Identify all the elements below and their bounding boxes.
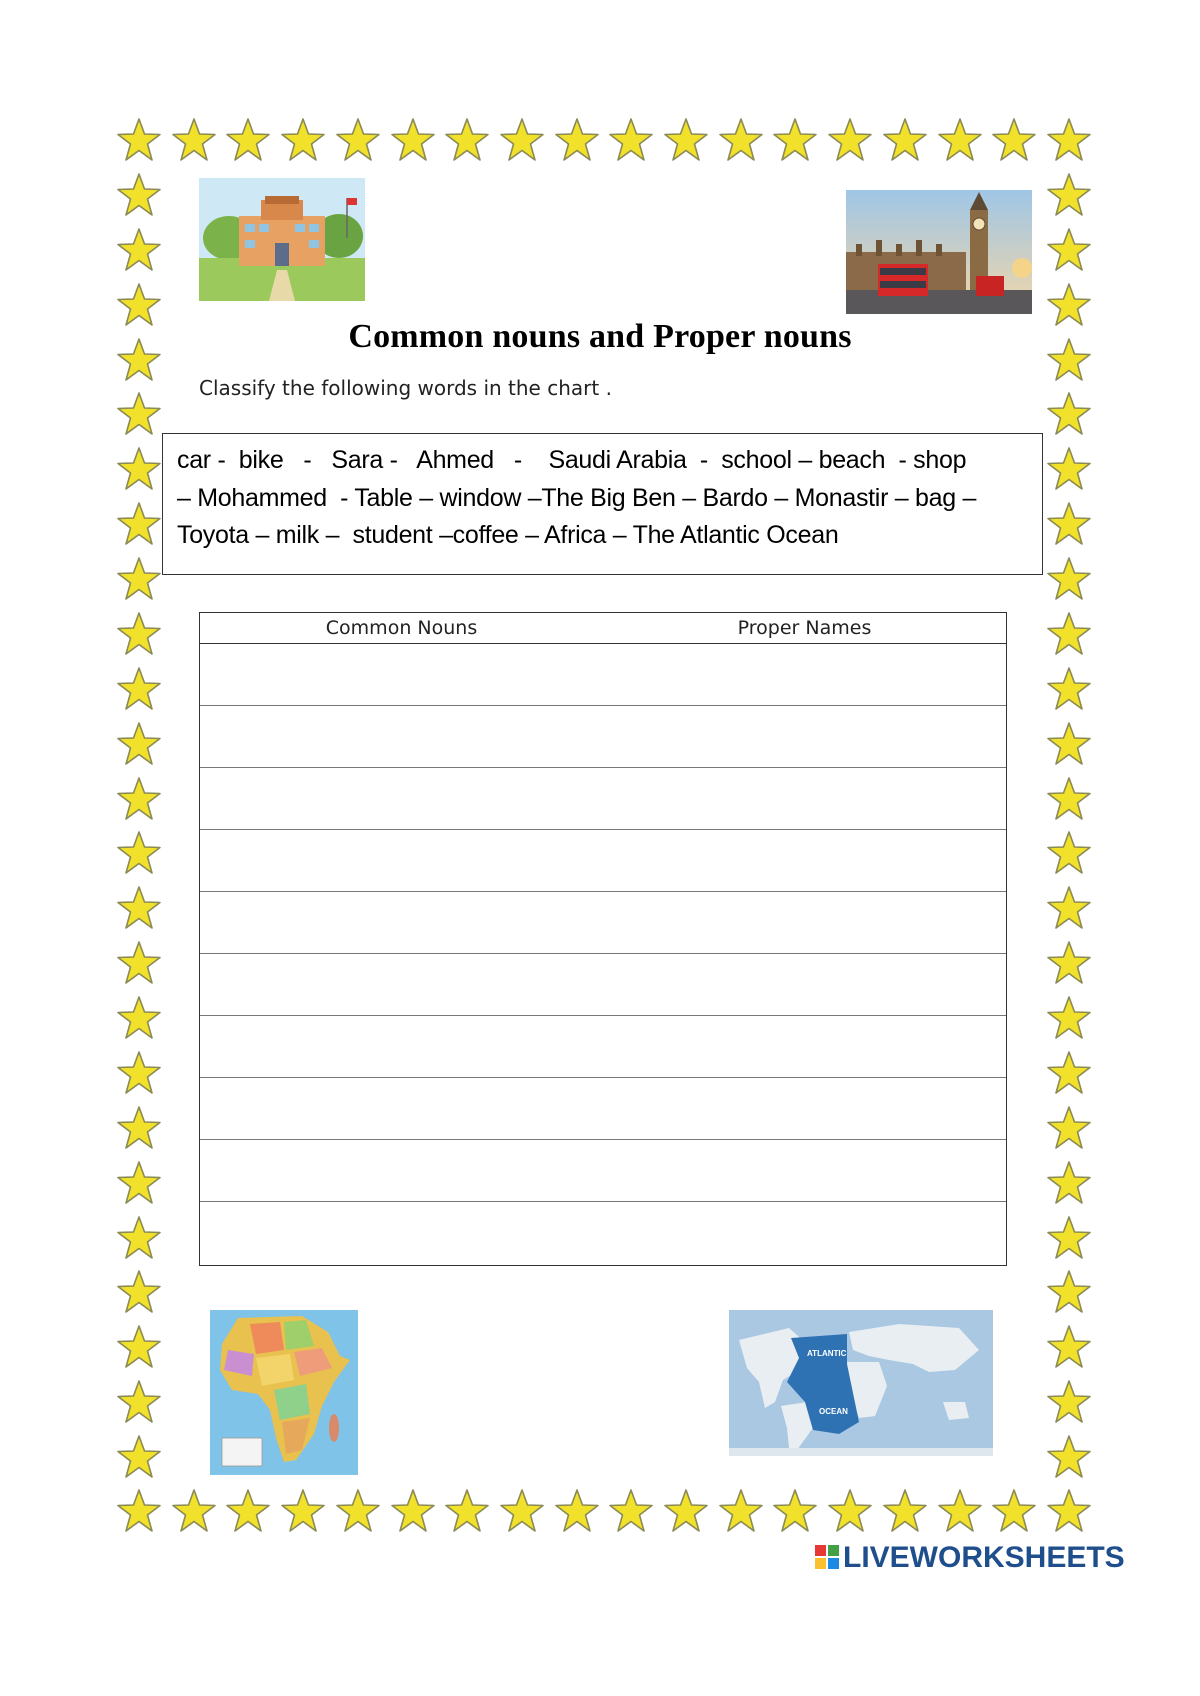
star-icon	[335, 117, 381, 163]
star-icon	[1046, 1160, 1092, 1206]
worksheet-title: Common nouns and Proper nouns	[348, 318, 852, 355]
chart-row[interactable]	[200, 830, 1006, 892]
star-icon	[1046, 830, 1092, 876]
star-icon	[116, 117, 162, 163]
star-icon	[171, 1488, 217, 1534]
liveworksheets-logo	[815, 1537, 1125, 1579]
star-icon	[1046, 940, 1092, 986]
star-icon	[1046, 117, 1092, 163]
star-icon	[171, 117, 217, 163]
star-icon	[116, 776, 162, 822]
star-icon	[1046, 556, 1092, 602]
star-icon	[116, 1215, 162, 1261]
word-bank-line: car - bike - Sara - Ahmed - Saudi Arabia - school – beach - shop	[177, 446, 967, 474]
star-icon	[663, 117, 709, 163]
word-bank-box	[162, 433, 1043, 575]
school-image	[199, 178, 365, 301]
star-icon	[444, 1488, 490, 1534]
star-icon	[499, 117, 545, 163]
star-icon	[1046, 1324, 1092, 1370]
chart-row[interactable]	[200, 954, 1006, 1016]
word-bank-line: Toyota – milk – student –coffee – Africa – The Atlantic Ocean	[177, 521, 839, 549]
star-icon	[116, 1269, 162, 1315]
star-icon	[1046, 501, 1092, 547]
big-ben-image	[846, 190, 1032, 314]
chart-row[interactable]	[200, 706, 1006, 768]
ocean-label: OCEAN	[819, 1407, 848, 1416]
chart-row[interactable]	[200, 1140, 1006, 1202]
star-icon	[280, 1488, 326, 1534]
star-icon	[444, 117, 490, 163]
star-icon	[116, 556, 162, 602]
liveworksheets-mark-icon	[815, 1545, 841, 1571]
star-icon	[116, 1379, 162, 1425]
star-icon	[390, 117, 436, 163]
chart-row[interactable]	[200, 644, 1006, 706]
star-icon	[116, 1160, 162, 1206]
star-icon	[280, 117, 326, 163]
star-icon	[1046, 1488, 1092, 1534]
liveworksheets-wordmark: LIVEWORKSHEETS	[843, 1541, 1125, 1574]
star-icon	[116, 940, 162, 986]
star-icon	[1046, 1269, 1092, 1315]
star-icon	[1046, 227, 1092, 273]
star-icon	[116, 1488, 162, 1534]
star-icon	[554, 1488, 600, 1534]
star-icon	[1046, 446, 1092, 492]
star-icon	[116, 1434, 162, 1480]
word-bank-line: – Mohammed - Table – window –The Big Ben – Bardo – Monastir – bag –	[177, 483, 977, 512]
star-icon	[116, 830, 162, 876]
star-icon	[116, 501, 162, 547]
star-icon	[1046, 1215, 1092, 1261]
atlantic-label: ATLANTIC	[807, 1349, 847, 1358]
chart-header	[200, 613, 1006, 644]
star-icon	[882, 1488, 928, 1534]
atlantic-map-image	[729, 1310, 993, 1456]
star-icon	[554, 117, 600, 163]
star-icon	[937, 117, 983, 163]
classification-chart	[199, 612, 1007, 1266]
star-icon	[1046, 1379, 1092, 1425]
star-icon	[116, 995, 162, 1041]
star-icon	[882, 117, 928, 163]
star-icon	[1046, 885, 1092, 931]
star-icon	[1046, 666, 1092, 712]
star-icon	[772, 1488, 818, 1534]
chart-row[interactable]	[200, 1078, 1006, 1140]
star-icon	[116, 391, 162, 437]
chart-row[interactable]	[200, 768, 1006, 830]
star-icon	[499, 1488, 545, 1534]
star-icon	[937, 1488, 983, 1534]
star-icon	[116, 611, 162, 657]
star-icon	[718, 1488, 764, 1534]
africa-map-image	[210, 1310, 358, 1475]
star-icon	[608, 1488, 654, 1534]
star-icon	[608, 117, 654, 163]
star-icon	[1046, 391, 1092, 437]
star-icon	[1046, 776, 1092, 822]
star-icon	[116, 1324, 162, 1370]
star-icon	[1046, 1434, 1092, 1480]
star-icon	[772, 117, 818, 163]
header-proper-names: Proper Names	[737, 617, 872, 639]
star-icon	[225, 117, 271, 163]
star-icon	[1046, 1050, 1092, 1096]
star-icon	[116, 1050, 162, 1096]
star-icon	[1046, 995, 1092, 1041]
star-icon	[116, 446, 162, 492]
star-icon	[1046, 172, 1092, 218]
star-icon	[390, 1488, 436, 1534]
star-icon	[827, 117, 873, 163]
chart-row[interactable]	[200, 1016, 1006, 1078]
star-icon	[663, 1488, 709, 1534]
star-icon	[116, 172, 162, 218]
star-icon	[1046, 611, 1092, 657]
star-icon	[827, 1488, 873, 1534]
star-icon	[225, 1488, 271, 1534]
star-icon	[116, 666, 162, 712]
star-icon	[1046, 1105, 1092, 1151]
star-icon	[991, 117, 1037, 163]
header-common-nouns: Common Nouns	[325, 617, 478, 639]
chart-row[interactable]	[200, 1202, 1006, 1264]
star-icon	[991, 1488, 1037, 1534]
star-icon	[116, 1105, 162, 1151]
star-icon	[718, 117, 764, 163]
star-icon	[335, 1488, 381, 1534]
chart-row[interactable]	[200, 892, 1006, 954]
star-icon	[116, 227, 162, 273]
star-icon	[116, 885, 162, 931]
instruction-text: Classify the following words in the chart .	[199, 376, 612, 400]
star-icon	[116, 721, 162, 767]
star-icon	[1046, 721, 1092, 767]
